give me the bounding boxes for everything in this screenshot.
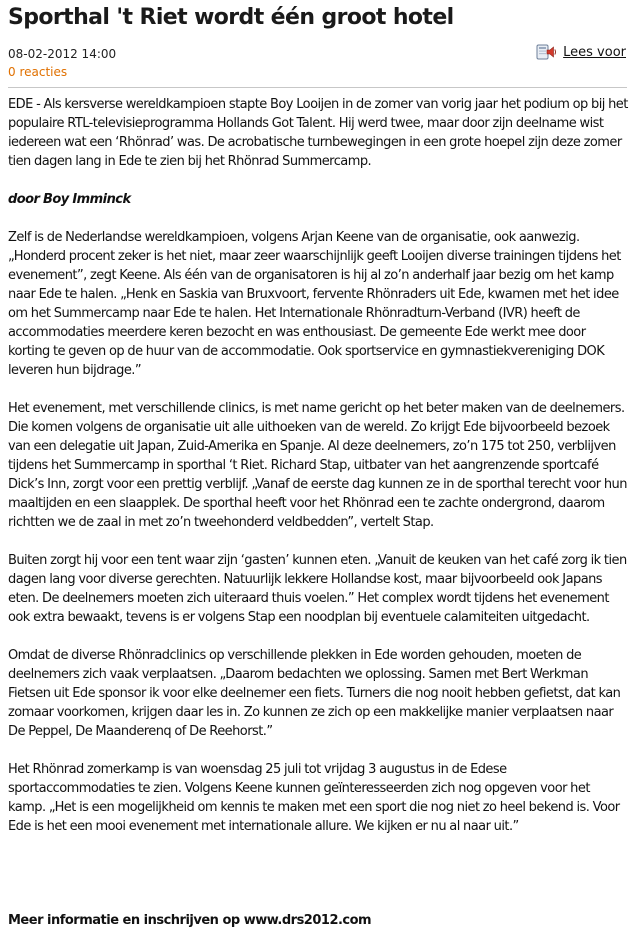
article-byline: door Boy Imminck <box>8 192 131 207</box>
article-body <box>8 95 630 855</box>
article-paragraph: Omdat de diverse Rhönradclinics op verschillende plekken in Ede worden gehouden, moeten de deelnemers zich vaak verplaatsen. „Daarom bedachten we oplossing. Samen met Bert Werkman Fietsen uit Ede sponsor ik voor elke deelnemer een fiets. Turners die nog nooit hebben gefietst, dat kan zomaar voorkomen, krijgen daar les in. Zo kunnen ze zich op een makkelijke manier verplaatsen naar De Peppel, De Maanderenq of De Reehorst.” <box>8 648 621 739</box>
publish-date: 08-02-2012 14:00 <box>8 47 117 61</box>
article-paragraph: Zelf is de Nederlandse wereldkampioen, volgens Arjan Keene van de organisatie, ook aanwezig. „Honderd procent zeker is het niet, maar zeer waarschijnlijk geeft Looijen diverse trainingen tijdens het evenement”, zegt Keene. Als één van de organisatoren is hij al zo’n anderhalf jaar bezig om het kamp naar Ede te halen. „Henk en Saskia van Bruxvoort, fervente Rhönraders uit Ede, kwamen met het idee om het Summercamp naar Ede te halen. Het Internationale Rhönradturn-Verband (IVR) heeft de accommodaties meerdere keren bezocht en was enthousiast. De gemeente Ede werkt mee door korting te geven op de huur van de accommodatie. Ook sportservice en gymnastiekvereniging DOK leveren hun bijdrage.” <box>8 230 621 378</box>
more-info-line: Meer informatie en inschrijven op www.drs2012.com <box>8 913 372 928</box>
article-paragraph: EDE - Als kersverse wereldkampioen stapte Boy Looijen in de zomer van vorig jaar het podium op bij het populaire RTL-televisieprogramma Hollands Got Talent. Hij werd twee, maar door zijn deelname wist iedereen wat een ‘Rhönrad’ was. De acrobatische turnbewegingen in een grote hoepel zijn deze zomer tien dagen lang in Ede te zien bij het Rhönrad Summercamp. <box>8 97 628 169</box>
read-aloud-label[interactable]: Lees voor <box>563 44 626 60</box>
article-paragraph: Het Rhönrad zomerkamp is van woensdag 25 juli tot vrijdag 3 augustus in de Edese sportaccommodaties te zien. Volgens Keene kunnen geïnteresseerden zich nog opgeven voor het kamp. „Het is een mogelijkheid om kennis te maken met een sport die nog niet zo heel bekend is. Voor Ede is het een mooi evenement met internationale allure. We kijken er nu al naar uit.” <box>8 762 620 834</box>
article-paragraph: Het evenement, met verschillende clinics, is met name gericht op het beter maken van de deelnemers. Die komen volgens de organisatie uit alle uithoeken van de wereld. Zo krijgt Ede bijvoorbeeld bezoek van een delegatie uit Japan, Zuid-Amerika en Spanje. Al deze deelnemers, zo’n 175 tot 250, verblijven tijdens het Summercamp in sporthal ‘t Riet. Richard Stap, uitbater van het aangrenzende sportcafé Dick’s Inn, zorgt voor een prettig verblijf. „Vanaf de eerste dag kunnen ze in de sporthal terecht voor hun maaltijden en een slaapplek. De sporthal heeft voor het Rhönrad een te zachte ondergrond, daarom richtten we de zaal in met zo’n tweehonderd veldbedden”, vertelt Stap. <box>8 401 627 530</box>
comments-link[interactable]: 0 reacties <box>8 65 68 79</box>
header-divider <box>8 87 627 88</box>
article-title: Sporthal 't Riet wordt één groot hotel <box>8 5 454 30</box>
read-aloud-button[interactable] <box>535 42 626 62</box>
article-paragraph: Buiten zorgt hij voor een tent waar zijn ‘gasten’ kunnen eten. „Vanuit de keuken van het café zorg ik tien dagen lang voor diverse gerechten. Natuurlijk lekkere Hollandse kost, maar bijvoorbeeld ook Japans eten. De deelnemers moeten zich uiteraard thuis voelen.” Het complex wordt tijdens het evenement ook extra bewaakt, tevens is er volgens Stap een noodplan bij eventuele calamiteiten uitgedacht. <box>8 553 627 625</box>
speaker-icon <box>535 42 557 62</box>
